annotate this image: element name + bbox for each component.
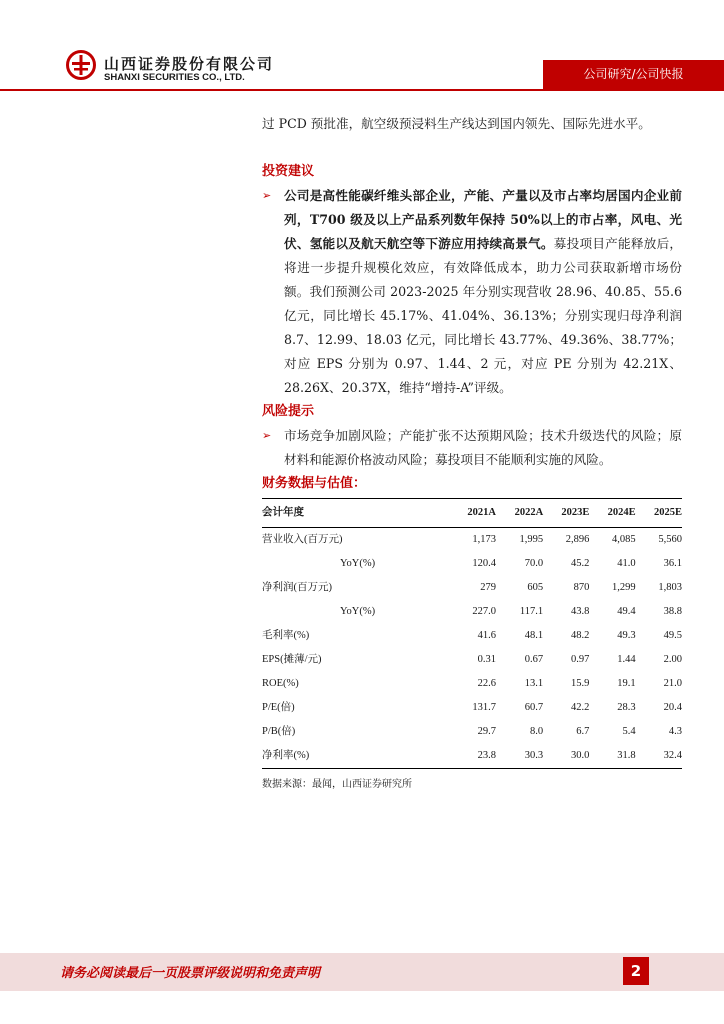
table-cell: 1,299 xyxy=(612,582,636,593)
table-cell: 31.8 xyxy=(589,744,635,769)
table-cell: 6.7 xyxy=(576,726,590,737)
column-header: 2022A xyxy=(496,499,543,528)
table-row xyxy=(262,744,682,769)
investment-text xyxy=(284,184,682,400)
table-cell: 279 xyxy=(480,582,496,593)
company-name-cn: 山西证券股份有限公司 xyxy=(104,55,275,73)
table-cell: 70.0 xyxy=(524,558,544,569)
column-header: 2025E xyxy=(636,499,682,528)
table-cell: 49.3 xyxy=(617,630,636,641)
bullet-arrow-icon: ➢ xyxy=(262,189,272,202)
table-cell: 41.0 xyxy=(617,558,636,569)
table-row xyxy=(262,552,682,576)
table-cell: 15.9 xyxy=(571,678,590,689)
table-cell: 1,995 xyxy=(519,534,544,545)
row-label: YoY(%) xyxy=(340,558,376,569)
table-cell: 45.2 xyxy=(571,558,590,569)
table-cell: 30.0 xyxy=(543,744,589,769)
bullet-arrow-icon: ➢ xyxy=(262,429,272,442)
table-cell: 2,896 xyxy=(565,534,590,545)
company-logo-icon xyxy=(66,50,96,80)
financial-table-heading: 财务数据与估值： xyxy=(262,476,367,491)
table-cell: 131.7 xyxy=(472,702,496,713)
investment-normal-text: 募投项目产能释放后，将进一步提升规模化效应，有效降低成本，助力公司获取新增市场份额。我们预测公司 2023-2025 年分别实现营收 28.96、40.85、55.6 亿元，同比增长 45.17%、41.04%、36.13%；分别实现归母净利润 8.7、12.99、18.03 亿元，同比增长 43.77%、49.36%、38.77%；对应 EPS 分别为 0.97、1.44、2 元，对应 PE 分别为 42.21X、28.26X、20.37X，维持“增持-A”评级。 xyxy=(284,236,683,395)
table-cell: 1,173 xyxy=(472,534,496,545)
table-cell: 5.4 xyxy=(622,726,636,737)
row-label: EPS(摊薄/元) xyxy=(262,654,322,665)
table-cell: 0.67 xyxy=(524,654,544,665)
table-cell: 36.1 xyxy=(663,558,682,569)
table-row xyxy=(262,528,682,553)
table-cell: 4.3 xyxy=(668,726,682,737)
table-row xyxy=(262,648,682,672)
risk-text: 市场竞争加剧风险；产能扩张不达预期风险；技术升级迭代的风险；原材料和能源价格波动风险；募投项目不能顺利实施的风险。 xyxy=(284,428,682,467)
investment-bold-text: 公司是高性能碳纤维头部企业，产能、产量以及市占率均居国内企业前列，T700 级及以上产品系列数年保持 50%以上的市占率，风电、光伏、氢能以及航天航空等下游应用持续高景气。 xyxy=(284,188,682,251)
table-cell: 0.31 xyxy=(477,654,496,665)
table-cell: 48.2 xyxy=(571,630,590,641)
table-cell: 1,803 xyxy=(658,582,682,593)
table-cell: 38.8 xyxy=(663,606,682,617)
table-row xyxy=(262,672,682,696)
table-cell: 42.2 xyxy=(571,702,590,713)
table-row xyxy=(262,696,682,720)
risk-bullet xyxy=(262,424,682,472)
intro-paragraph: 过 PCD 预批准，航空级预浸料生产线达到国内领先、国际先进水平。 xyxy=(262,116,651,131)
table-cell: 117.1 xyxy=(519,606,544,617)
risk-heading: 风险提示 xyxy=(262,404,315,419)
table-cell: 21.0 xyxy=(663,678,682,689)
column-header: 2023E xyxy=(543,499,589,528)
report-category-tag: 公司研究/公司快报 xyxy=(543,60,724,89)
row-label: 净利润(百万元) xyxy=(262,582,332,593)
row-label: 毛利率(%) xyxy=(262,630,310,641)
table-cell: 20.4 xyxy=(663,702,682,713)
row-label: 净利率(%) xyxy=(262,744,449,769)
table-row xyxy=(262,600,682,624)
table-cell: 1.44 xyxy=(617,654,636,665)
table-cell: 605 xyxy=(527,582,544,593)
table-cell: 8.0 xyxy=(530,726,544,737)
investment-heading: 投资建议 xyxy=(262,164,315,179)
table-cell: 0.97 xyxy=(571,654,590,665)
table-cell: 23.8 xyxy=(449,744,496,769)
report-body xyxy=(262,112,682,797)
header-divider xyxy=(0,89,724,91)
table-cell: 227.0 xyxy=(472,606,496,617)
table-cell: 870 xyxy=(573,582,590,593)
financial-table xyxy=(262,498,682,769)
table-cell: 120.4 xyxy=(472,558,496,569)
table-cell: 30.3 xyxy=(496,744,543,769)
row-label: 营业收入(百万元) xyxy=(262,534,343,545)
table-cell: 2.00 xyxy=(663,654,682,665)
company-name-en: SHANXI SECURITIES CO., LTD. xyxy=(104,72,245,83)
table-cell: 41.6 xyxy=(477,630,496,641)
table-row xyxy=(262,720,682,744)
table-cell: 5,560 xyxy=(658,534,682,545)
table-header-row xyxy=(262,499,682,528)
column-header: 会计年度 xyxy=(262,499,449,528)
table-source-note: 数据来源：最闻，山西证券研究所 xyxy=(262,779,412,790)
column-header: 2021A xyxy=(449,499,496,528)
table-cell: 32.4 xyxy=(636,744,682,769)
table-cell: 49.4 xyxy=(617,606,636,617)
table-cell: 4,085 xyxy=(612,534,636,545)
table-cell: 29.7 xyxy=(477,726,496,737)
table-cell: 28.3 xyxy=(617,702,636,713)
table-cell: 60.7 xyxy=(524,702,544,713)
page-number: 2 xyxy=(623,957,649,985)
table-row xyxy=(262,624,682,648)
table-cell: 43.8 xyxy=(571,606,590,617)
row-label: ROE(%) xyxy=(262,678,299,689)
row-label: P/E(倍) xyxy=(262,702,295,713)
investment-bullet xyxy=(262,184,682,400)
row-label: YoY(%) xyxy=(340,606,376,617)
page-header xyxy=(0,0,724,100)
disclaimer-notice: 请务必阅读最后一页股票评级说明和免责声明 xyxy=(60,966,321,981)
table-cell: 48.1 xyxy=(524,630,544,641)
table-row xyxy=(262,576,682,600)
column-header: 2024E xyxy=(589,499,635,528)
table-cell: 22.6 xyxy=(477,678,496,689)
table-cell: 13.1 xyxy=(524,678,544,689)
row-label: P/B(倍) xyxy=(262,726,296,737)
table-cell: 49.5 xyxy=(663,630,682,641)
table-cell: 19.1 xyxy=(617,678,636,689)
